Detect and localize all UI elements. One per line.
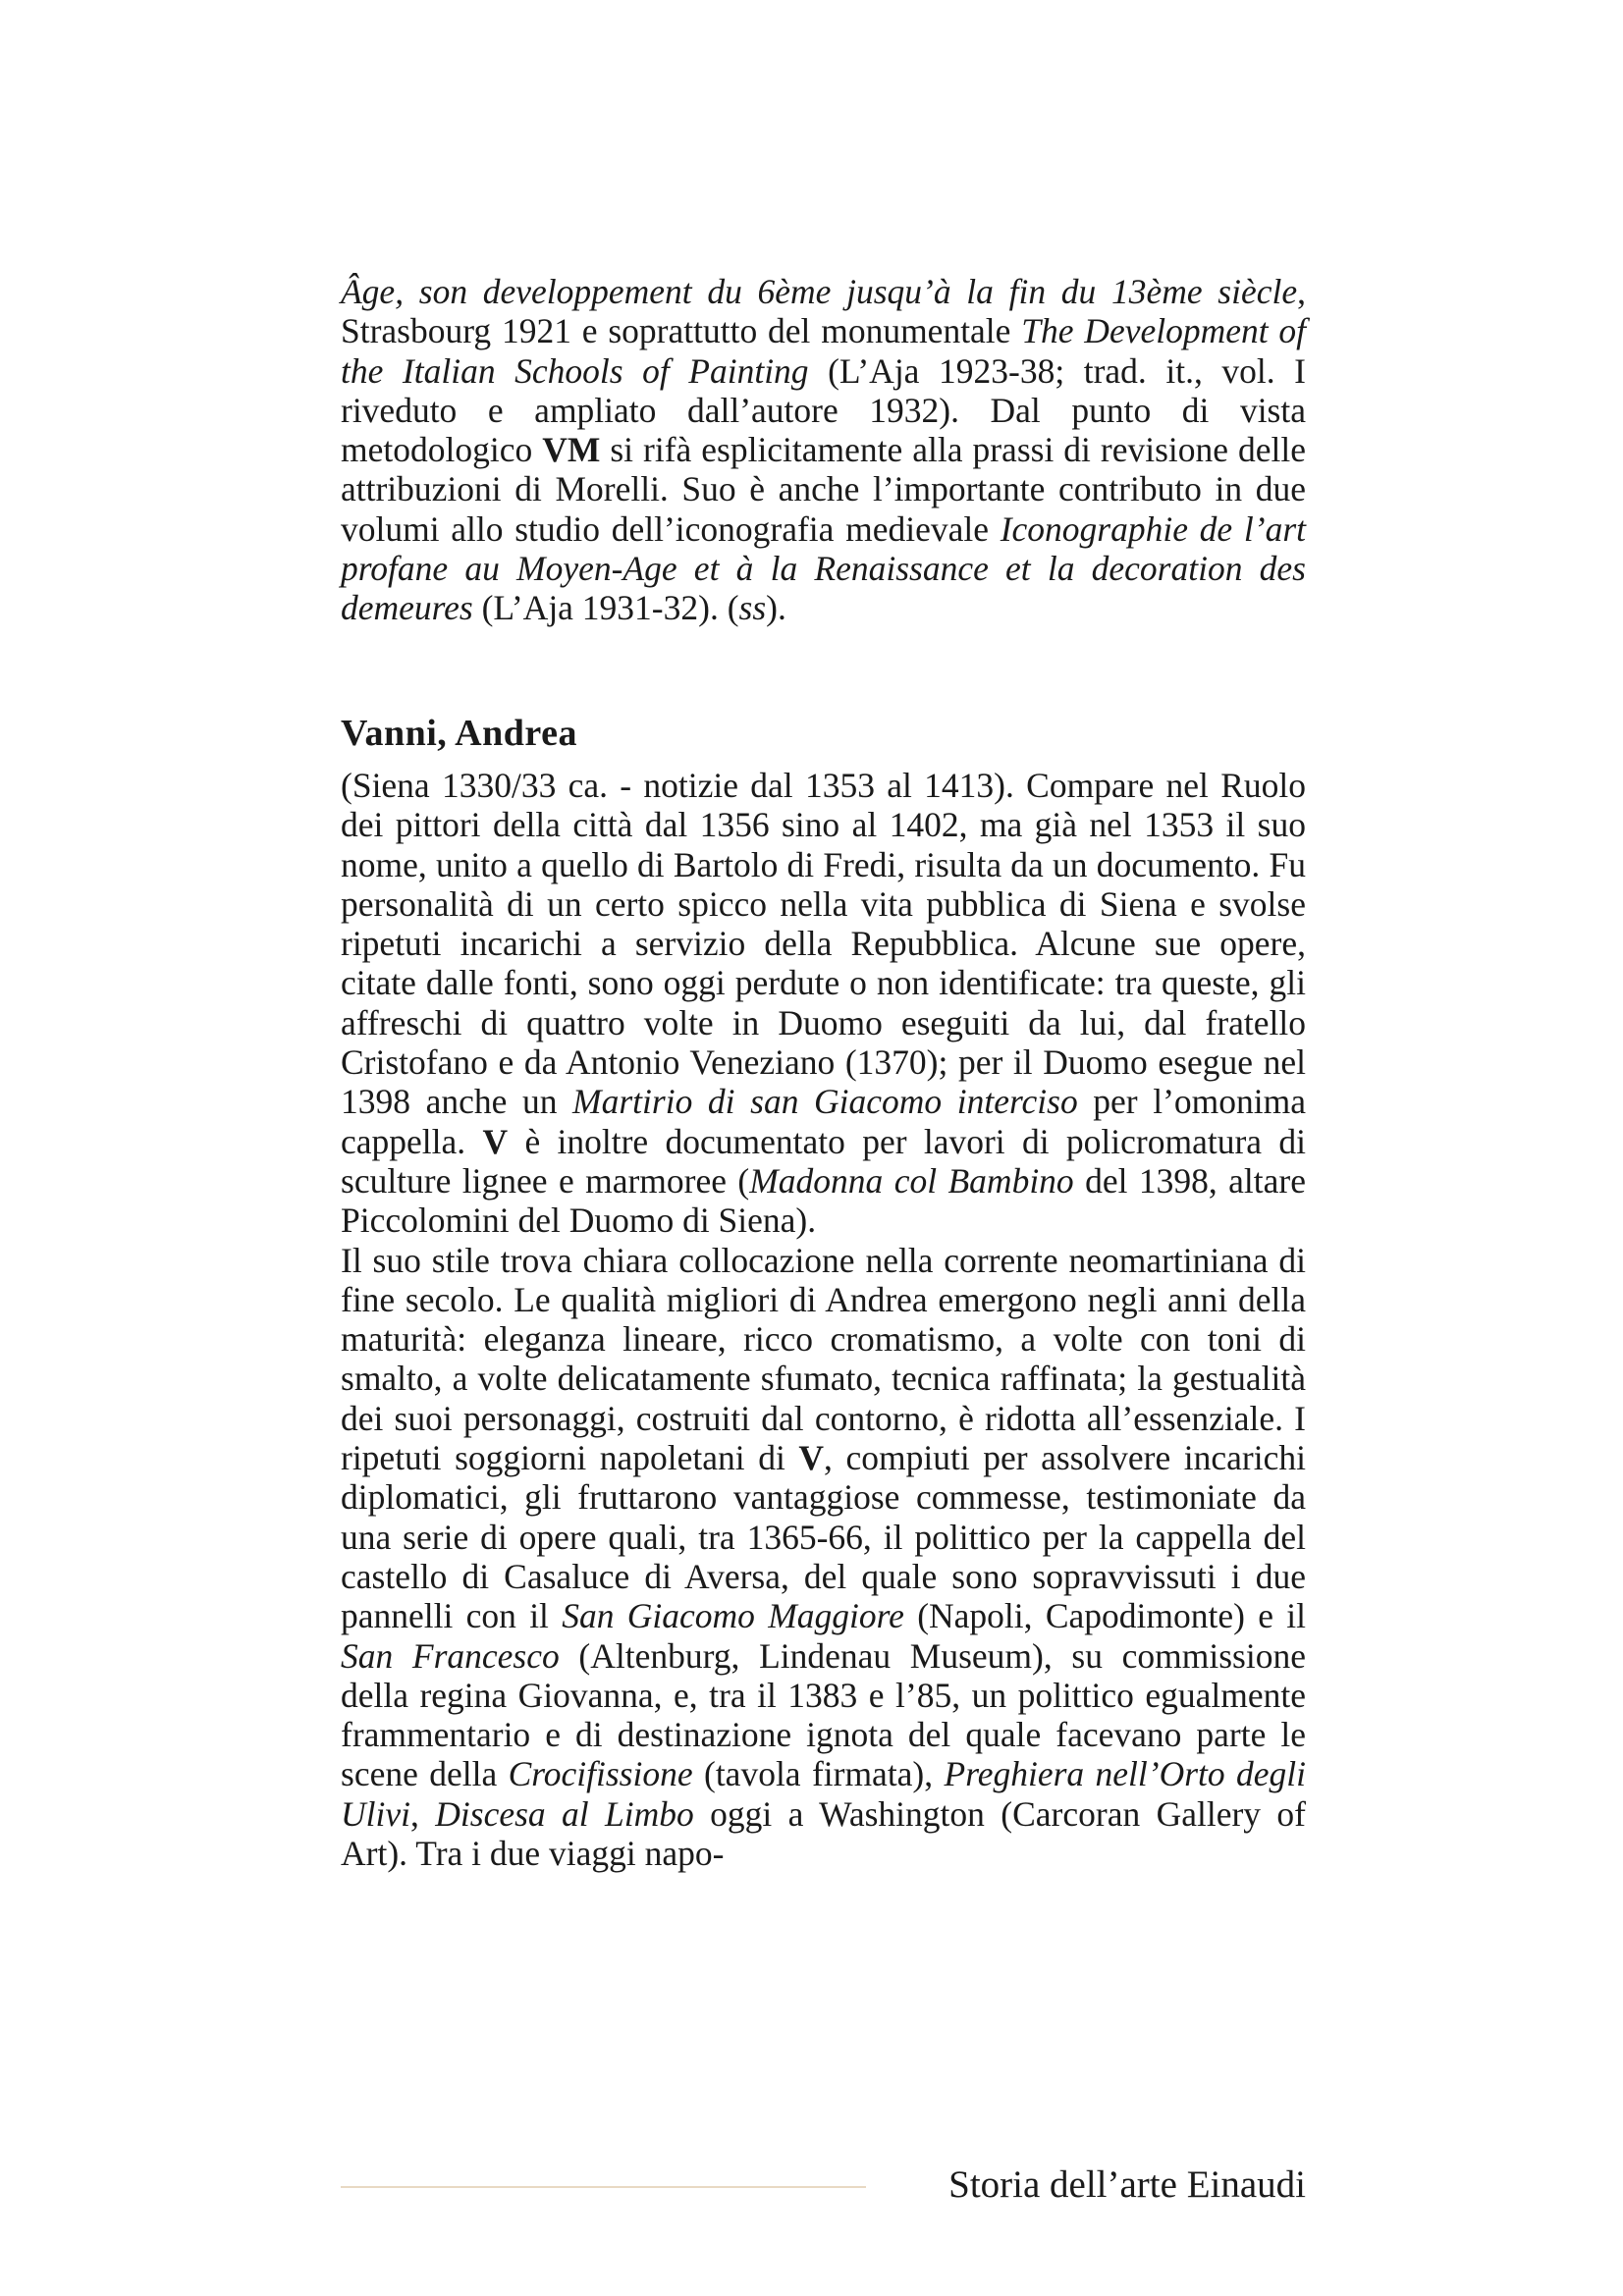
- work-title: Martirio di san Giacomo interciso: [572, 1082, 1078, 1122]
- body-text: (tavola firmata),: [692, 1754, 945, 1794]
- continuation-paragraph: [341, 272, 1306, 628]
- author-abbreviation: VM: [542, 430, 601, 470]
- footer-divider: [341, 2186, 866, 2188]
- continuation-text: [341, 272, 1306, 628]
- body-text: per l’omonima cappella.: [341, 1082, 1306, 1161]
- body-text: , Strasbourg 1921 e soprattutto del monumentale: [341, 272, 1306, 351]
- body-text: , compiuti per assolvere incarichi diplomatici, gli fruttarono vantaggiose commesse, testimoniate da una serie di opere quali, tra 1365-66, il polittico per la cappella del castello di Casaluce di Aversa, del quale sono sopravvissuti i due pannelli con il: [341, 1438, 1306, 1636]
- entry-heading: Vanni, Andrea: [341, 713, 577, 754]
- author-initials: ss: [738, 588, 767, 628]
- entry-body: [341, 766, 1306, 1873]
- work-title: The Development of the Italian Schools of Painting: [341, 311, 1307, 391]
- footer-publication-title: Storia dell’arte Einaudi: [948, 2163, 1306, 2206]
- work-title: San Francesco: [341, 1635, 560, 1676]
- work-title: Âge, son developpement du 6ème jusqu’à la fin du 13ème siècle: [341, 272, 1298, 311]
- body-text: (Siena 1330/33 ca. - notizie dal 1353 al 1413). Compare nel Ruolo dei pittori della città dal 1356 sino al 1402, ma già nel 1353 il suo nome, unito a quello di Bartolo di Fredi, risulta da un documento. Fu personalità di un certo spicco nella vita pubblica di Siena e svolse ripetuti incarichi a servizio della Repubblica. Alcune sue opere, citate dalle fonti, sono oggi perdute o non identificate: tra queste, gli affreschi di quattro volte in Duomo eseguiti da lui, dal fratello Cristofano e da Antonio Veneziano (1370); per il Duomo esegue nel 1398 anche un: [341, 766, 1306, 1122]
- body-text: (Altenburg, Lindenau Museum), su commissione della regina Giovanna, e, tra il 1383 e l’85, un polittico egualmente frammentario e di destinazione ignota del quale facevano parte le scene della: [341, 1635, 1306, 1794]
- body-text: Il suo stile trova chiara collocazione nella corrente neomartiniana di fine secolo. Le qualità migliori di Andrea emergono negli anni della maturità: eleganza lineare, ricco cromatismo, a volte con toni di smalto, a volte delicatamente sfumato, tecnica raffinata; la gestualità dei suoi personaggi, costruiti dal contorno, è ridotta all’essenziale. I ripetuti soggiorni napoletani di: [341, 1240, 1306, 1478]
- body-text: si rifà esplicitamente alla prassi di revisione delle attribuzioni di Morelli. Suo è anche l’importante contributo in due volumi allo studio dell’iconografia medievale: [341, 430, 1306, 549]
- work-title: Discesa al Limbo: [435, 1793, 694, 1834]
- author-abbreviation: V: [798, 1438, 825, 1478]
- body-text: oggi a Washington (Carcoran Gallery of Art). Tra i due viaggi napo-: [341, 1793, 1306, 1874]
- body-text: ).: [766, 588, 786, 628]
- body-text: ,: [409, 1793, 436, 1834]
- work-title: Crocifissione: [508, 1754, 693, 1794]
- body-text: (L’Aja 1931-32). (: [472, 588, 739, 628]
- body-text: (L’Aja 1923-38; trad. it., vol. I riveduto e ampliato dall’autore 1932). Dal punto di vista metodologico: [341, 350, 1306, 470]
- work-title: Iconographie de l’art profane au Moyen-Age et à la Renaissance et la decoration des demeures: [341, 508, 1306, 628]
- author-abbreviation: V: [482, 1121, 509, 1161]
- body-text: del 1398, altare Piccolomini del Duomo di Siena).: [341, 1160, 1306, 1241]
- work-title: San Giacomo Maggiore: [562, 1596, 904, 1636]
- entry-paragraph-2: [341, 1241, 1306, 1874]
- work-title: Preghiera nell’Orto degli Ulivi: [341, 1754, 1306, 1834]
- body-text: (Napoli, Capodimonte) e il: [903, 1596, 1307, 1636]
- work-title: Madonna col Bambino: [749, 1160, 1074, 1201]
- entry-paragraph-1: [341, 766, 1306, 1241]
- body-text: è inoltre documentato per lavori di policromatura di sculture lignee e marmoree (: [341, 1121, 1306, 1201]
